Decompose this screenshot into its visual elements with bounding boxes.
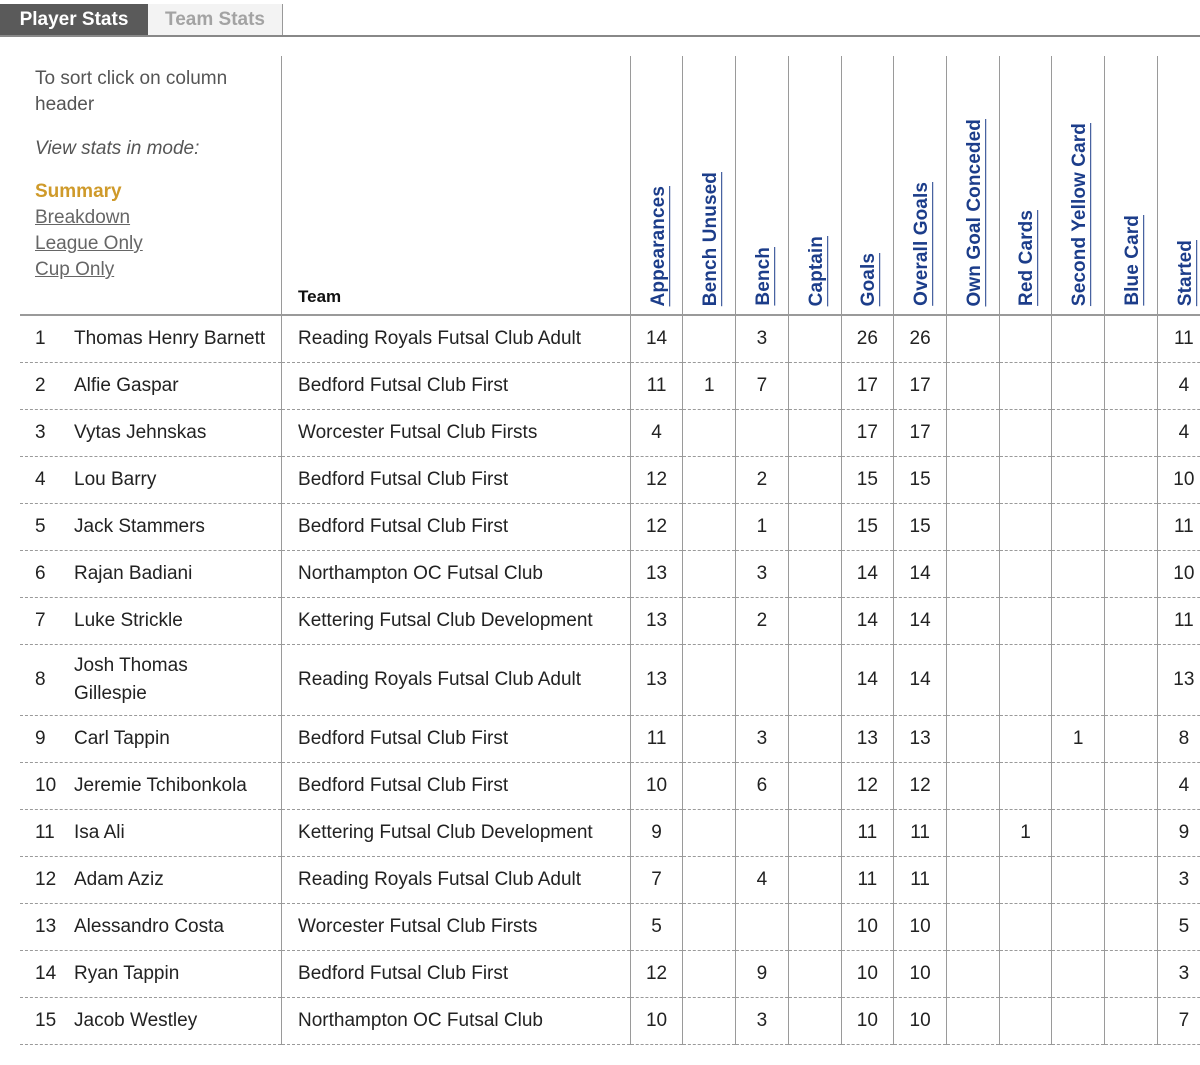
stat-cell: 2 [736, 457, 789, 504]
stat-cell [946, 645, 999, 716]
rank-cell [20, 363, 282, 410]
stat-cell [1052, 551, 1105, 598]
stat-cell [683, 810, 736, 857]
table-row [20, 810, 1200, 857]
stat-cell [788, 763, 841, 810]
stat-cell: 12 [630, 504, 683, 551]
column-label: Own Goal Conceded [963, 118, 985, 306]
table-row [20, 645, 1200, 716]
stat-cell: 10 [630, 998, 683, 1045]
stat-cell [999, 504, 1052, 551]
stat-cell: 17 [841, 363, 894, 410]
stat-cell: 3 [736, 998, 789, 1045]
table-row [20, 763, 1200, 810]
rank-number: 7 [35, 610, 46, 631]
stat-cell: 10 [1157, 551, 1200, 598]
stat-cell [788, 363, 841, 410]
stat-cell [999, 457, 1052, 504]
player-name: Vytas Jehnskas [74, 422, 207, 443]
stat-cell [946, 598, 999, 645]
player-name: Carl Tappin [74, 728, 170, 749]
rank-number: 8 [35, 669, 46, 690]
column-header-blue-card[interactable] [1105, 56, 1158, 315]
rank-cell [20, 410, 282, 457]
sort-hint: To sort click on column header [35, 68, 228, 115]
player-name: Adam Aziz [74, 869, 164, 890]
stat-cell: 17 [894, 410, 947, 457]
stat-cell: 6 [736, 763, 789, 810]
stat-cell [946, 363, 999, 410]
rank-number: 10 [35, 775, 57, 796]
team-cell: Bedford Futsal Club First [282, 951, 631, 998]
stat-cell [683, 410, 736, 457]
stat-cell [1105, 457, 1158, 504]
view-controls [20, 56, 282, 315]
stat-cell: 4 [736, 857, 789, 904]
stat-cell [1105, 951, 1158, 998]
player-rows [20, 315, 1200, 1045]
stat-cell: 13 [1157, 645, 1200, 716]
stat-cell: 15 [841, 457, 894, 504]
player-name: Alfie Gaspar [74, 375, 179, 396]
stat-cell [946, 315, 999, 363]
player-name: Rajan Badiani [74, 563, 193, 584]
stat-cell [946, 410, 999, 457]
stat-cell [788, 951, 841, 998]
stat-cell [788, 810, 841, 857]
table-row [20, 315, 1200, 363]
stat-cell: 7 [630, 857, 683, 904]
column-label: Captain [805, 235, 827, 306]
stat-cell: 7 [736, 363, 789, 410]
stat-cell [999, 315, 1052, 363]
mode-league-only-link[interactable]: League Only [35, 233, 143, 254]
stat-cell [946, 504, 999, 551]
column-header-second-yellow-card[interactable] [1052, 56, 1105, 315]
view-mode-list [35, 179, 281, 283]
stat-cell [1105, 598, 1158, 645]
stat-cell: 17 [841, 410, 894, 457]
table-row [20, 457, 1200, 504]
stat-cell [788, 457, 841, 504]
column-header-red-cards[interactable] [999, 56, 1052, 315]
stat-cell [999, 857, 1052, 904]
stat-cell: 14 [841, 645, 894, 716]
rank-cell [20, 998, 282, 1045]
rank-number: 14 [35, 963, 57, 984]
stat-cell [788, 645, 841, 716]
stat-cell [736, 810, 789, 857]
stat-cell [683, 504, 736, 551]
rank-cell [20, 315, 282, 363]
stat-cell: 12 [630, 951, 683, 998]
team-cell: Northampton OC Futsal Club [282, 998, 631, 1045]
team-column-header[interactable]: Team [282, 56, 631, 315]
stat-cell: 26 [841, 315, 894, 363]
stat-cell [1105, 504, 1158, 551]
column-label: Bench [753, 247, 775, 306]
table-row [20, 951, 1200, 998]
mode-breakdown-link[interactable]: Breakdown [35, 207, 131, 228]
stat-cell: 14 [894, 598, 947, 645]
stat-cell: 4 [1157, 363, 1200, 410]
player-name: Ryan Tappin [74, 963, 180, 984]
stat-cell: 10 [1157, 457, 1200, 504]
tab-divider [0, 35, 1200, 37]
stat-cell: 15 [894, 457, 947, 504]
stat-cell: 12 [630, 457, 683, 504]
rank-number: 13 [35, 916, 57, 937]
stat-cell: 8 [1157, 716, 1200, 763]
rank-cell [20, 457, 282, 504]
stat-cell [683, 457, 736, 504]
stat-cell: 17 [894, 363, 947, 410]
stat-cell [1105, 645, 1158, 716]
team-cell: Reading Royals Futsal Club Adult [282, 645, 631, 716]
stat-cell [1105, 904, 1158, 951]
stat-cell [1105, 363, 1158, 410]
stat-cell: 11 [1157, 504, 1200, 551]
stat-cell: 10 [894, 951, 947, 998]
stat-cell: 15 [841, 504, 894, 551]
stat-cell: 4 [1157, 410, 1200, 457]
stat-cell [946, 810, 999, 857]
rank-number: 9 [35, 728, 46, 749]
team-cell: Bedford Futsal Club First [282, 763, 631, 810]
stat-cell: 2 [736, 598, 789, 645]
stat-cell: 5 [1157, 904, 1200, 951]
stat-cell [788, 998, 841, 1045]
stat-cell: 1 [1052, 716, 1105, 763]
stat-cell [1052, 598, 1105, 645]
stat-cell [788, 504, 841, 551]
rank-number: 12 [35, 869, 57, 890]
rank-cell [20, 598, 282, 645]
team-cell: Bedford Futsal Club First [282, 504, 631, 551]
stat-cell [1105, 551, 1158, 598]
stat-cell: 3 [736, 716, 789, 763]
stat-cell: 10 [841, 951, 894, 998]
stat-cell [1105, 763, 1158, 810]
stat-cell: 11 [1157, 315, 1200, 363]
column-label: Goals [858, 252, 880, 306]
stat-cell [1052, 315, 1105, 363]
stat-cell [946, 857, 999, 904]
table-row [20, 598, 1200, 645]
column-header-overall-goals[interactable] [894, 56, 947, 315]
stat-cell [1052, 857, 1105, 904]
stat-cell [999, 716, 1052, 763]
stat-cell [683, 645, 736, 716]
stat-cell [736, 645, 789, 716]
stat-cell: 7 [1157, 998, 1200, 1045]
stat-cell [1105, 810, 1158, 857]
rank-cell [20, 645, 282, 716]
column-label: Overall Goals [911, 182, 933, 306]
rank-cell [20, 951, 282, 998]
stat-cell [788, 551, 841, 598]
stat-cell: 1 [999, 810, 1052, 857]
stat-cell [946, 457, 999, 504]
column-header-bench-unused[interactable] [683, 56, 736, 315]
stat-cell [683, 598, 736, 645]
stat-cell [999, 904, 1052, 951]
column-label: Started [1175, 239, 1197, 306]
stat-cell [683, 763, 736, 810]
stat-cell: 10 [630, 763, 683, 810]
rank-cell [20, 551, 282, 598]
stat-cell [683, 998, 736, 1045]
team-cell: Bedford Futsal Club First [282, 363, 631, 410]
stat-cell: 9 [736, 951, 789, 998]
table-row [20, 363, 1200, 410]
stat-cell: 13 [630, 645, 683, 716]
stat-cell [1105, 857, 1158, 904]
stat-cell: 13 [630, 598, 683, 645]
stat-cell [683, 857, 736, 904]
stat-cell: 14 [841, 551, 894, 598]
stat-cell [1052, 504, 1105, 551]
rank-number: 3 [35, 422, 46, 443]
stat-cell: 10 [841, 998, 894, 1045]
stats-tabs [0, 0, 1200, 37]
stat-cell [1052, 810, 1105, 857]
stat-cell [946, 951, 999, 998]
stat-cell: 11 [1157, 598, 1200, 645]
team-cell: Bedford Futsal Club First [282, 457, 631, 504]
stat-cell: 15 [894, 504, 947, 551]
stat-cell: 10 [894, 904, 947, 951]
table-row [20, 410, 1200, 457]
stat-cell [788, 716, 841, 763]
team-cell: Worcester Futsal Club Firsts [282, 904, 631, 951]
team-cell: Worcester Futsal Club Firsts [282, 410, 631, 457]
rank-number: 4 [35, 469, 46, 490]
stat-cell [683, 551, 736, 598]
column-header-started[interactable] [1157, 56, 1200, 315]
player-name: Alessandro Costa [74, 916, 224, 937]
stat-cell [683, 904, 736, 951]
stat-cell [946, 551, 999, 598]
view-mode-label: View stats in mode: [35, 138, 200, 159]
stat-cell: 14 [894, 645, 947, 716]
column-header-appearances[interactable] [630, 56, 683, 315]
rank-number: 1 [35, 328, 46, 349]
stat-cell: 26 [894, 315, 947, 363]
stat-cell [683, 315, 736, 363]
stat-cell: 11 [841, 857, 894, 904]
table-row [20, 904, 1200, 951]
player-name: Jeremie Tchibonkola [74, 775, 247, 796]
rank-cell [20, 810, 282, 857]
column-header-captain[interactable] [788, 56, 841, 315]
stat-cell [1052, 410, 1105, 457]
column-label: Blue Card [1122, 215, 1144, 306]
stat-cell [1105, 410, 1158, 457]
stat-cell: 3 [736, 315, 789, 363]
stat-cell: 13 [841, 716, 894, 763]
stat-cell: 11 [630, 363, 683, 410]
stat-cell: 4 [1157, 763, 1200, 810]
team-cell: Bedford Futsal Club First [282, 716, 631, 763]
table-row [20, 998, 1200, 1045]
table-row [20, 504, 1200, 551]
stat-cell [1105, 716, 1158, 763]
stat-cell [736, 410, 789, 457]
column-header-goals[interactable] [841, 56, 894, 315]
player-stats-table [20, 56, 1200, 1045]
stat-cell [946, 716, 999, 763]
header-row [20, 56, 1200, 315]
stat-cell [999, 763, 1052, 810]
stat-cell: 9 [1157, 810, 1200, 857]
stat-cell [1052, 763, 1105, 810]
rank-number: 15 [35, 1010, 57, 1031]
stat-cell [788, 904, 841, 951]
stat-cell [788, 857, 841, 904]
rank-cell [20, 857, 282, 904]
rank-cell [20, 504, 282, 551]
stat-cell: 11 [894, 857, 947, 904]
stat-cell: 13 [894, 716, 947, 763]
stat-cell [946, 763, 999, 810]
stat-cell: 3 [1157, 857, 1200, 904]
stat-cell [736, 904, 789, 951]
stat-cell: 10 [841, 904, 894, 951]
stat-cell: 5 [630, 904, 683, 951]
stat-cell: 13 [630, 551, 683, 598]
stat-cell: 4 [630, 410, 683, 457]
player-name: Josh Thomas Gillespie [74, 655, 188, 704]
tab-team-stats[interactable]: Team Stats [148, 4, 283, 35]
team-cell: Kettering Futsal Club Development [282, 598, 631, 645]
stat-cell: 14 [894, 551, 947, 598]
player-name: Jack Stammers [74, 516, 205, 537]
stat-cell: 3 [736, 551, 789, 598]
stat-cell [999, 598, 1052, 645]
stat-cell: 11 [894, 810, 947, 857]
stat-cell [1105, 998, 1158, 1045]
rank-number: 5 [35, 516, 46, 537]
stat-cell [788, 315, 841, 363]
stat-cell [1052, 645, 1105, 716]
team-cell: Reading Royals Futsal Club Adult [282, 315, 631, 363]
team-cell: Northampton OC Futsal Club [282, 551, 631, 598]
rank-cell [20, 763, 282, 810]
stat-cell [999, 551, 1052, 598]
stat-cell: 9 [630, 810, 683, 857]
column-header-bench[interactable] [736, 56, 789, 315]
rank-cell [20, 904, 282, 951]
player-name: Isa Ali [74, 822, 125, 843]
stat-cell [999, 951, 1052, 998]
stat-cell: 1 [736, 504, 789, 551]
stat-cell: 11 [630, 716, 683, 763]
column-label: Appearances [647, 185, 669, 306]
stat-cell [999, 410, 1052, 457]
stat-cell [1052, 998, 1105, 1045]
mode-summary[interactable]: Summary [35, 181, 122, 202]
table-row [20, 551, 1200, 598]
column-label: Red Cards [1016, 210, 1038, 306]
stat-cell: 3 [1157, 951, 1200, 998]
stat-cell [788, 598, 841, 645]
rank-cell [20, 716, 282, 763]
rank-number: 2 [35, 375, 46, 396]
stat-cell [999, 363, 1052, 410]
team-cell: Kettering Futsal Club Development [282, 810, 631, 857]
stat-cell: 12 [894, 763, 947, 810]
stat-cell: 1 [683, 363, 736, 410]
mode-cup-only-link[interactable]: Cup Only [35, 259, 115, 280]
stat-cell: 14 [841, 598, 894, 645]
stat-cell: 14 [630, 315, 683, 363]
player-name: Jacob Westley [74, 1010, 198, 1031]
column-header-own-goal-conceded[interactable] [946, 56, 999, 315]
rank-number: 6 [35, 563, 46, 584]
team-cell: Reading Royals Futsal Club Adult [282, 857, 631, 904]
stat-cell [946, 998, 999, 1045]
stat-cell: 12 [841, 763, 894, 810]
stat-cell [788, 410, 841, 457]
stat-cell [1105, 315, 1158, 363]
stat-cell: 10 [894, 998, 947, 1045]
rank-number: 11 [35, 822, 55, 843]
stat-cell [999, 998, 1052, 1045]
stat-cell [683, 951, 736, 998]
stat-cell: 11 [841, 810, 894, 857]
table-row [20, 716, 1200, 763]
player-name: Luke Strickle [74, 610, 183, 631]
tab-player-stats[interactable]: Player Stats [0, 4, 148, 35]
stat-cell [683, 716, 736, 763]
stat-cell [1052, 363, 1105, 410]
stat-cell [946, 904, 999, 951]
column-label: Second Yellow Card [1069, 122, 1091, 306]
stat-cell [1052, 951, 1105, 998]
stat-cell [1052, 457, 1105, 504]
player-name: Lou Barry [74, 469, 157, 490]
column-label: Bench Unused [700, 171, 722, 306]
table-row [20, 857, 1200, 904]
player-name: Thomas Henry Barnett [74, 328, 266, 349]
stat-cell [1052, 904, 1105, 951]
stat-cell [999, 645, 1052, 716]
